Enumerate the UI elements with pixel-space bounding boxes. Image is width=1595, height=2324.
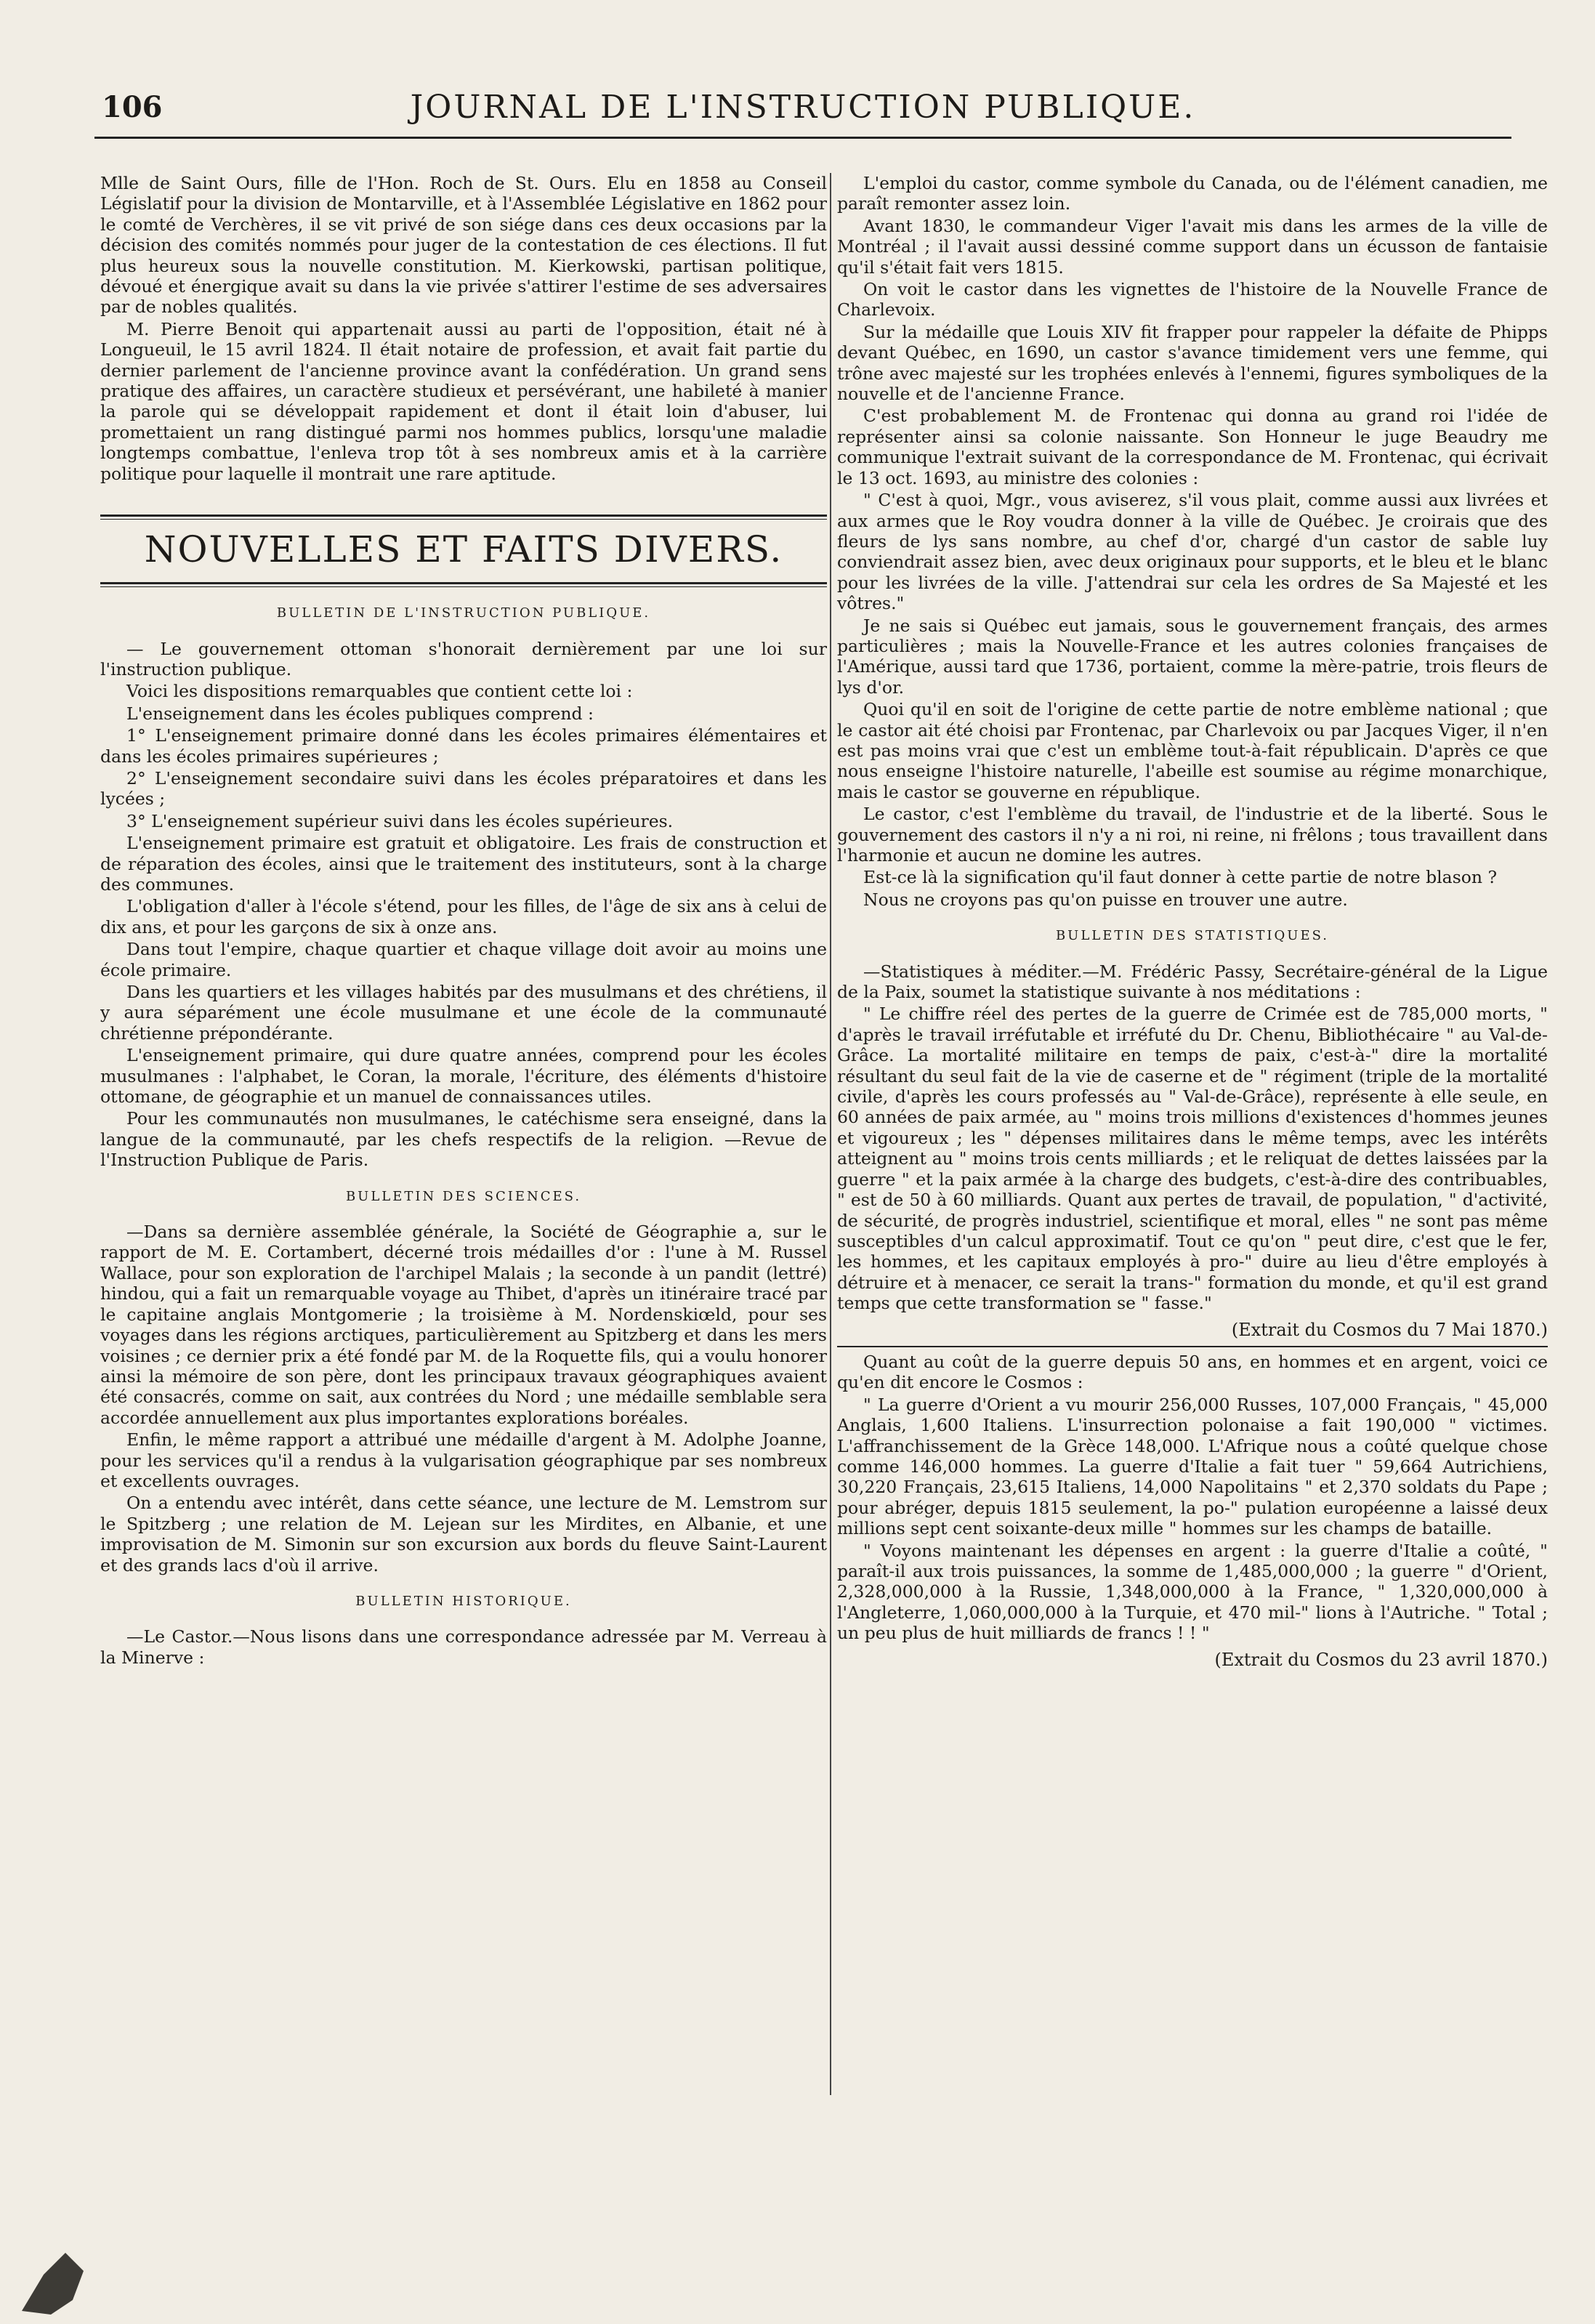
- paragraph: L'enseignement dans les écoles publiques comprend :: [126, 703, 594, 724]
- paragraph: Je ne sais si Québec eut jamais, sous le gouvernement français, des armes particulières ; mais la Nouvelle-France et les autres colonies françaises de l'Amérique, aussi tard que 1736, portaient, comme la mère-patrie, trois fleurs de lys d'or.: [837, 615, 1548, 698]
- paragraph: L'emploi du castor, comme symbole du Canada, ou de l'élément canadien, me paraît remonter assez loin.: [837, 173, 1548, 214]
- section-rule: [100, 582, 827, 587]
- bulletin-title: BULLETIN DES STATISTIQUES.: [1055, 928, 1330, 944]
- quote-paragraph: " Voyons maintenant les dépenses en argent : la guerre d'Italie a coûté, " paraît-il aux trois puissances, la somme de 1,485,000,000 ; la guerre " d'Orient, 2,328,000,000 à la Russie, 1,348,000,000 à la France, " 1,320,000,000 à l'Angleterre, 1,060,000,000 à la Turquie, et 470 mil-" lions à l'Autriche. " Total ; un peu plus de huit milliards de francs ! ! ": [837, 1540, 1548, 1644]
- citation: (Extrait du Cosmos du 23 avril 1870.): [1214, 1649, 1548, 1670]
- paragraph: Quoi qu'il en soit de l'origine de cette partie de notre emblème national ; que le castor ait été choisi par Frontenac, par Charlevoix ou par Jacques Viger, il n'en est pas moins vrai que c'est un emblème tout-à-fait républicain. D'après ce que nous enseigne l'histoire naturelle, l'abeille est soumise au régime monarchique, mais le castor se gouverne en république.: [837, 699, 1548, 802]
- paragraph: 1° L'enseignement primaire donné dans les écoles primaires élémentaires et dans les écoles primaires supérieures ;: [100, 725, 827, 767]
- paragraph: L'enseignement primaire, qui dure quatre années, comprend pour les écoles musulmanes : l'alphabet, le Coran, la morale, l'écriture, des éléments d'histoire ottomane, de géographie et un manuel de connaissances utiles.: [100, 1045, 827, 1107]
- section-rule: [100, 515, 827, 520]
- citation: (Extrait du Cosmos du 7 Mai 1870.): [1231, 1319, 1548, 1340]
- paragraph: Enfin, le même rapport a attribué une médaille d'argent à M. Adolphe Joanne, pour les services qu'il a rendus à la vulgarisation géographique par ses nombreux et excellents ouvrages.: [100, 1429, 827, 1491]
- column-divider: [830, 173, 831, 2095]
- paragraph: —Dans sa dernière assemblée générale, la Société de Géographie a, sur le rapport de M. E. Cortambert, décerné trois médailles d'or : l'une à M. Russel Wallace, pour son exploration de l'archipel Malais ; la seconde à un pandit (lettré) hindou, qui a fait un remarquable voyage au Thibet, d'après un itinéraire tracé par le capitaine anglais Montgomerie ; la troisième à M. Nordenskiœld, pour ses voyages dans les régions arctiques, particulièrement au Spitzberg et dans les mers voisines ; ce dernier prix a été fondé par M. de la Roquette fils, qui a voulu honorer ainsi la mémoire de son père, dont les principaux travaux géographiques avaient été consacrés, comme on sait, aux contrées du Nord ; une médaille semblable sera accordée annuellement aux plus importantes explorations boréales.: [100, 1222, 827, 1428]
- paragraph: —Statistiques à méditer.—M. Frédéric Passy, Secrétaire-général de la Ligue de la Paix, soumet la statistique suivante à nos méditations :: [837, 961, 1548, 1003]
- page-number: 106: [102, 90, 163, 124]
- scan-artifact: [15, 2231, 94, 2318]
- paragraph: — Le gouvernement ottoman s'honorait dernièrement par une loi sur l'instruction publique.: [100, 638, 827, 679]
- paragraph: Mlle de Saint Ours, fille de l'Hon. Roch de St. Ours. Elu en 1858 au Conseil Législatif pour la division de Montarville, et à l'Assemblée Législative en 1862 pour le comté de Verchères, il se vit privé de son siége dans ces deux occasions par la décision des comités nommés pour juger de la contestation de ces élections. Il fut plus heureux sous la nouvelle constitution. M. Kierkowski, partisan politique, dévoué et énergique avait su dans la vie privée s'attirer l'estime de ses adversaires par de nobles qualités.: [100, 173, 827, 318]
- quote-paragraph: " La guerre d'Orient a vu mourir 256,000 Russes, 107,000 Français, " 45,000 Anglais, 1,600 Italiens. L'insurrection polonaise a fait 190,000 " victimes. L'affranchissement de la Grèce 148,000. L'Afrique nous a coûté quelque chose comme 146,000 hommes. La guerre d'Italie a fait tuer " 59,664 Autrichiens, 30,220 Français, 23,615 Italiens, 14,000 Napolitains " et 2,370 soldats du Pape ; pour abréger, depuis 1815 seulement, la po-" pulation européenne a laissé deux millions sept cent soixante-deux mille " hommes sur les champs de bataille.: [837, 1394, 1548, 1539]
- right-column: [837, 173, 1548, 1676]
- paragraph: On a entendu avec intérêt, dans cette séance, une lecture de M. Lemstrom sur le Spitzberg ; une relation de M. Lejean sur les Mirdites, en Albanie, et une improvisation de M. Simonin sur son excursion aux bords du fleuve Saint-Laurent et des grands lacs d'où il arrive.: [100, 1493, 827, 1575]
- page-header: [94, 86, 1511, 139]
- paragraph: Pour les communautés non musulmanes, le catéchisme sera enseigné, dans la langue de la communauté, par les chefs respectifs de la religion. —Revue de l'Instruction Publique de Paris.: [100, 1108, 827, 1171]
- paragraph: Dans tout l'empire, chaque quartier et chaque village doit avoir au moins une école primaire.: [100, 939, 827, 980]
- bulletin-title: BULLETIN HISTORIQUE.: [355, 1593, 572, 1609]
- left-column: [100, 173, 827, 1669]
- bulletin-title: BULLETIN DE L'INSTRUCTION PUBLIQUE.: [276, 605, 651, 621]
- paragraph: Quant au coût de la guerre depuis 50 ans, en hommes et en argent, voici ce qu'en dit encore le Cosmos :: [837, 1351, 1548, 1393]
- paragraph: Voici les dispositions remarquables que contient cette loi :: [126, 681, 633, 702]
- quote-paragraph: " Le chiffre réel des pertes de la guerre de Crimée est de 785,000 morts, " d'après le travail irréfutable et irréfuté du Dr. Chenu, Bibliothécaire " au Val-de-Grâce. La mortalité militaire en temps de paix, c'est-à-" dire la mortalité résultant du seul fait de la vie de caserne et de " régiment (triple de la mortalité civile, d'après les cours professés au " Val-de-Grâce), représente à elle seule, en 60 années de paix armée, au " moins trois millions d'existences d'hommes jeunes et vigoureux ; les " dépenses militaires dans le même temps, avec les intérêts atteignent au " moins trois cents milliards ; et le reliquat de dettes laissées par la guerre " et la paix armée à la charge des budgets, c'est-à-dire des contribuables, " est de 50 à 60 milliards. Quant aux pertes de travail, de population, " d'activité, de sécurité, de progrès industriel, scientifique et moral, elles " ne sont pas même susceptibles d'un calcul approximatif. Tout ce qu'on " peut dire, c'est que le fer, les hommes, et les capitaux employés à pro-" duire au lieu d'être employés à détruire et à menacer, ce serait la trans-" formation du monde, et qu'il est grand temps que cette transformation se " fasse.": [837, 1004, 1548, 1314]
- paragraph: M. Pierre Benoit qui appartenait aussi au parti de l'opposition, était né à Longueuil, le 15 avril 1824. Il était notaire de profession, et avait fait partie du dernier parlement de l'ancienne province avant la confédération. Un grand sens pratique des affaires, un caractère studieux et persévérant, une habileté à manier la parole qui se développait rapidement et dont il était loin d'abuser, lui promettaient un rang distingué parmi nos hommes publics, lorsqu'une maladie longtemps combattue, l'enleva trop tôt à ses nombreux amis et à la carrière politique pour laquelle il montrait une rare aptitude.: [100, 318, 827, 484]
- paragraph: C'est probablement M. de Frontenac qui donna au grand roi l'idée de représenter ainsi sa colonie naissante. Son Honneur le juge Beaudry me communique l'extrait suivant de la correspondance de M. Frontenac, qui écrivait le 13 oct. 1693, au ministre des colonies :: [837, 406, 1548, 488]
- bulletin-title: BULLETIN DES SCIENCES.: [345, 1188, 582, 1204]
- paragraph: Dans les quartiers et les villages habités par des musulmans et des chrétiens, il y aura séparément une école musulmane et une école de la communauté chrétienne prépondérante.: [100, 982, 827, 1044]
- paragraph: 3° L'enseignement supérieur suivi dans les écoles supérieures.: [126, 810, 674, 831]
- running-head: JOURNAL DE L'INSTRUCTION PUBLIQUE.: [410, 89, 1196, 126]
- paragraph: Est-ce là la signification qu'il faut donner à cette partie de notre blason ?: [863, 867, 1498, 888]
- paragraph: Avant 1830, le commandeur Viger l'avait mis dans les armes de la ville de Montréal ; il l'avait aussi dessiné comme support dans un écusson de fantaisie qu'il s'était fait vers 1815.: [837, 215, 1548, 278]
- paragraph: 2° L'enseignement secondaire suivi dans les écoles préparatoires et dans les lycées ;: [100, 767, 827, 810]
- paragraph: L'enseignement primaire est gratuit et obligatoire. Les frais de construction et de réparation des écoles, ainsi que le traitement des instituteurs, sont à la charge des communes.: [100, 833, 827, 895]
- quote-paragraph: " C'est à quoi, Mgr., vous aviserez, s'il vous plait, comme aussi aux livrées et aux armes que le Roy voudra donner à la ville de Québec. Je croirais que des fleurs de lys sans nombre, au chef d'or, chargé d'un castor de sable luy conviendrait assez bien, avec deux originaux pour supports, et le bleu et le blanc pour les livrées de la ville. J'attendrai sur cela les ordres de Sa Majesté et les vôtres.": [837, 490, 1548, 614]
- separator: [837, 1346, 1548, 1347]
- paragraph: —Le Castor.—Nous lisons dans une correspondance adressée par M. Verreau à la Minerve :: [100, 1626, 827, 1668]
- paragraph: Nous ne croyons pas qu'on puisse en trouver une autre.: [863, 889, 1348, 910]
- paragraph: L'obligation d'aller à l'école s'étend, pour les filles, de l'âge de six ans à celui de dix ans, et pour les garçons de six à onze ans.: [100, 896, 827, 937]
- paragraph: Sur la médaille que Louis XIV fit frapper pour rappeler la défaite de Phipps devant Québec, en 1690, un castor s'avance timidement vers une femme, qui trône avec majesté sur les trophées enlevés à l'ennemi, figures symboliques de la nouvelle et de l'ancienne France.: [837, 321, 1548, 405]
- paragraph: On voit le castor dans les vignettes de l'histoire de la Nouvelle France de Charlevoix.: [837, 279, 1548, 320]
- section-title: NOUVELLES ET FAITS DIVERS.: [144, 528, 783, 571]
- paragraph: Le castor, c'est l'emblème du travail, de l'industrie et de la liberté. Sous le gouvernement des castors il n'y a ni roi, ni reine, ni frêlons ; tous travaillent dans l'harmonie et aucun ne domine les autres.: [837, 804, 1548, 866]
